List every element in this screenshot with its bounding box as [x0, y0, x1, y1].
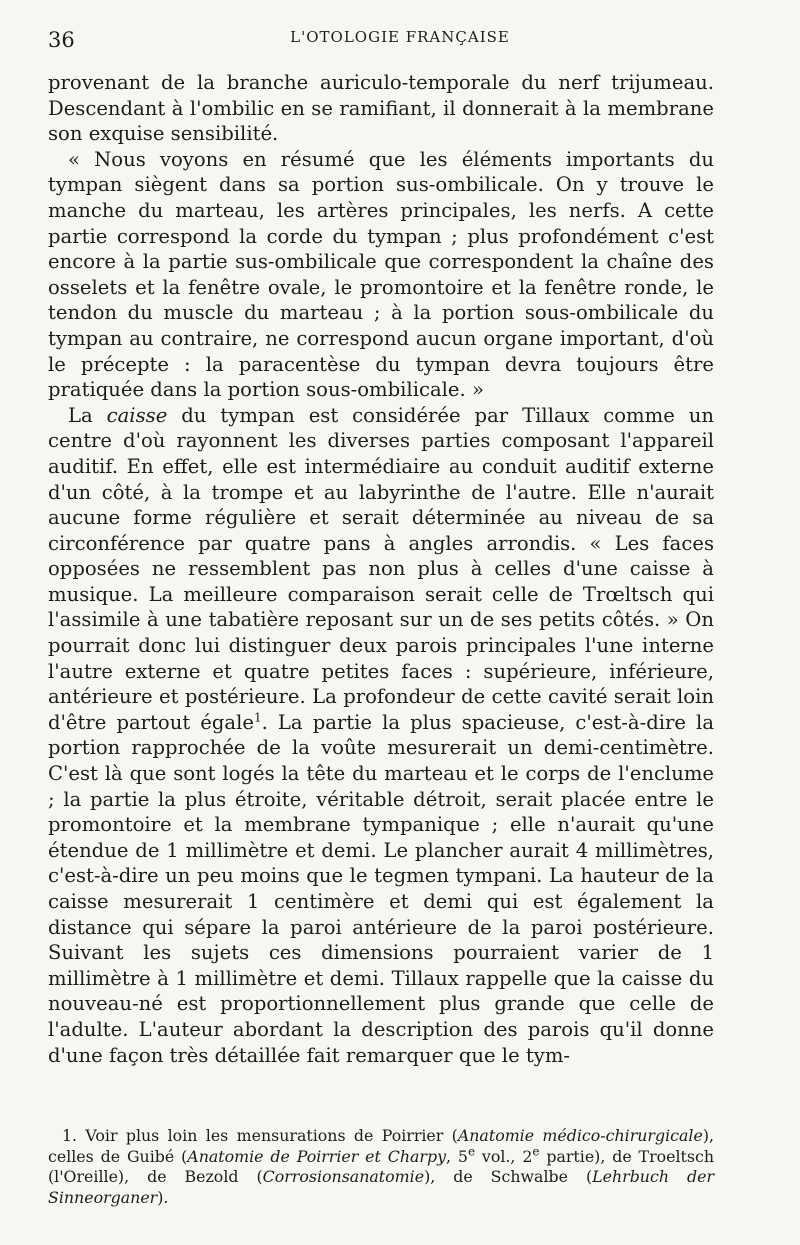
- paragraph: [48, 147, 714, 403]
- paragraph: [48, 403, 714, 1068]
- superscript: e: [467, 1144, 476, 1159]
- paragraph: [48, 70, 714, 147]
- text-run: , 5: [446, 1146, 468, 1166]
- footnote: [48, 1126, 714, 1208]
- text-run: partie), de Troeltsch (l'Oreille), de Bezold (: [48, 1146, 715, 1187]
- italic-text: caisse: [106, 403, 168, 427]
- superscript: 1: [253, 710, 262, 725]
- superscript: e: [532, 1144, 540, 1159]
- italic-text: Anatomie médico-chirurgicale: [457, 1126, 703, 1145]
- italic-text: Lehrbuch der Sinneorganer: [48, 1167, 714, 1207]
- text-run: ), de Schwalbe (: [424, 1167, 593, 1187]
- italic-text: Corrosionsanatomie: [262, 1167, 425, 1187]
- text-run: du tympan est considérée par Tillaux comme un centre d'où rayonnent les diverses parties composant l'appareil auditif. En effet, elle est intermédiaire au conduit auditif externe d'un côté, à la trompe et au labyrinthe de l'autre. Elle n'aurait aucune forme régulière et serait déterminée au niveau de sa circonférence par quatre pans à angles arrondis. « Les faces opposées ne ressemblent pas non plus à celles d'une caisse à musique. La meilleure comparaison serait celle de Trœltsch qui l'assimile à une tabatière reposant sur un de ses petits côtés. » On pourrait donc lui distinguer deux parois principales l'une interne l'autre externe et quatre petites faces : supérieure, inférieure, antérieure et postérieure. La profondeur de cette cavité serait loin d'être partout égale: [48, 403, 715, 734]
- italic-text: Anatomie de Poirrier et Charpy: [187, 1146, 447, 1166]
- text-run: ), celles de Guibé (: [48, 1126, 714, 1166]
- text-run: « Nous voyons en résumé que les éléments importants du tympan siègent dans sa portion sus-ombilicale. On y trouve le manche du marteau, les artères principales, les nerfs. A cette partie correspond la corde du tympan ; plus profondément c'est encore à la partie sus-ombilicale que correspondent la chaîne des osselets et la fenêtre ovale, le promontoire et la fenêtre ronde, le tendon du muscle du marteau ; à la portion sous-ombilicale du tympan au contraire, ne correspond aucun organe important, d'où le précepte : la paracentèse du tympan devra toujours être pratiquée dans la portion sous-ombilicale. »: [48, 147, 714, 402]
- page-number: 36: [48, 28, 75, 52]
- text-run: provenant de la branche auriculo-temporale du nerf trijumeau. Descendant à l'ombilic en se ramifiant, il donnerait à la membrane son exquise sensibilité.: [48, 71, 714, 146]
- text-run: La: [68, 403, 107, 427]
- text-run: 1. Voir plus loin les mensurations de Poirrier (: [62, 1126, 458, 1145]
- page-header: [48, 28, 752, 58]
- text-run: ).: [157, 1187, 169, 1207]
- text-run: . La partie la plus spacieuse, c'est-à-dire la portion rapprochée de la voûte mesurerait un demi-centimètre. C'est là que sont logés la tête du marteau et le corps de l'enclume ; la partie la plus étroite, véritable détroit, serait placée entre le promontoire et la membrane tympanique ; elle n'aurait qu'une étendue de 1 millimètre et demi. Le plancher aurait 4 millimètres, c'est-à-dire un peu moins que le tegmen tympani. La hauteur de la caisse mesurerait 1 centimère et demi qui est également la distance qui sépare la paroi antérieure de la paroi postérieure. Suivant les sujets ces dimensions pourraient varier de 1 millimètre à 1 millimètre et demi. Tillaux rappelle que la caisse du nouveau-né est proportionnellement plus grande que celle de l'adulte. L'auteur abordant la description des parois qu'il donne d'une façon très détaillée fait remarquer que le tym-: [48, 710, 714, 1067]
- footnote-text: [48, 1126, 714, 1208]
- text-run: vol., 2: [475, 1146, 533, 1166]
- body-text: [48, 70, 714, 1068]
- running-title: L'OTOLOGIE FRANÇAISE: [290, 28, 510, 46]
